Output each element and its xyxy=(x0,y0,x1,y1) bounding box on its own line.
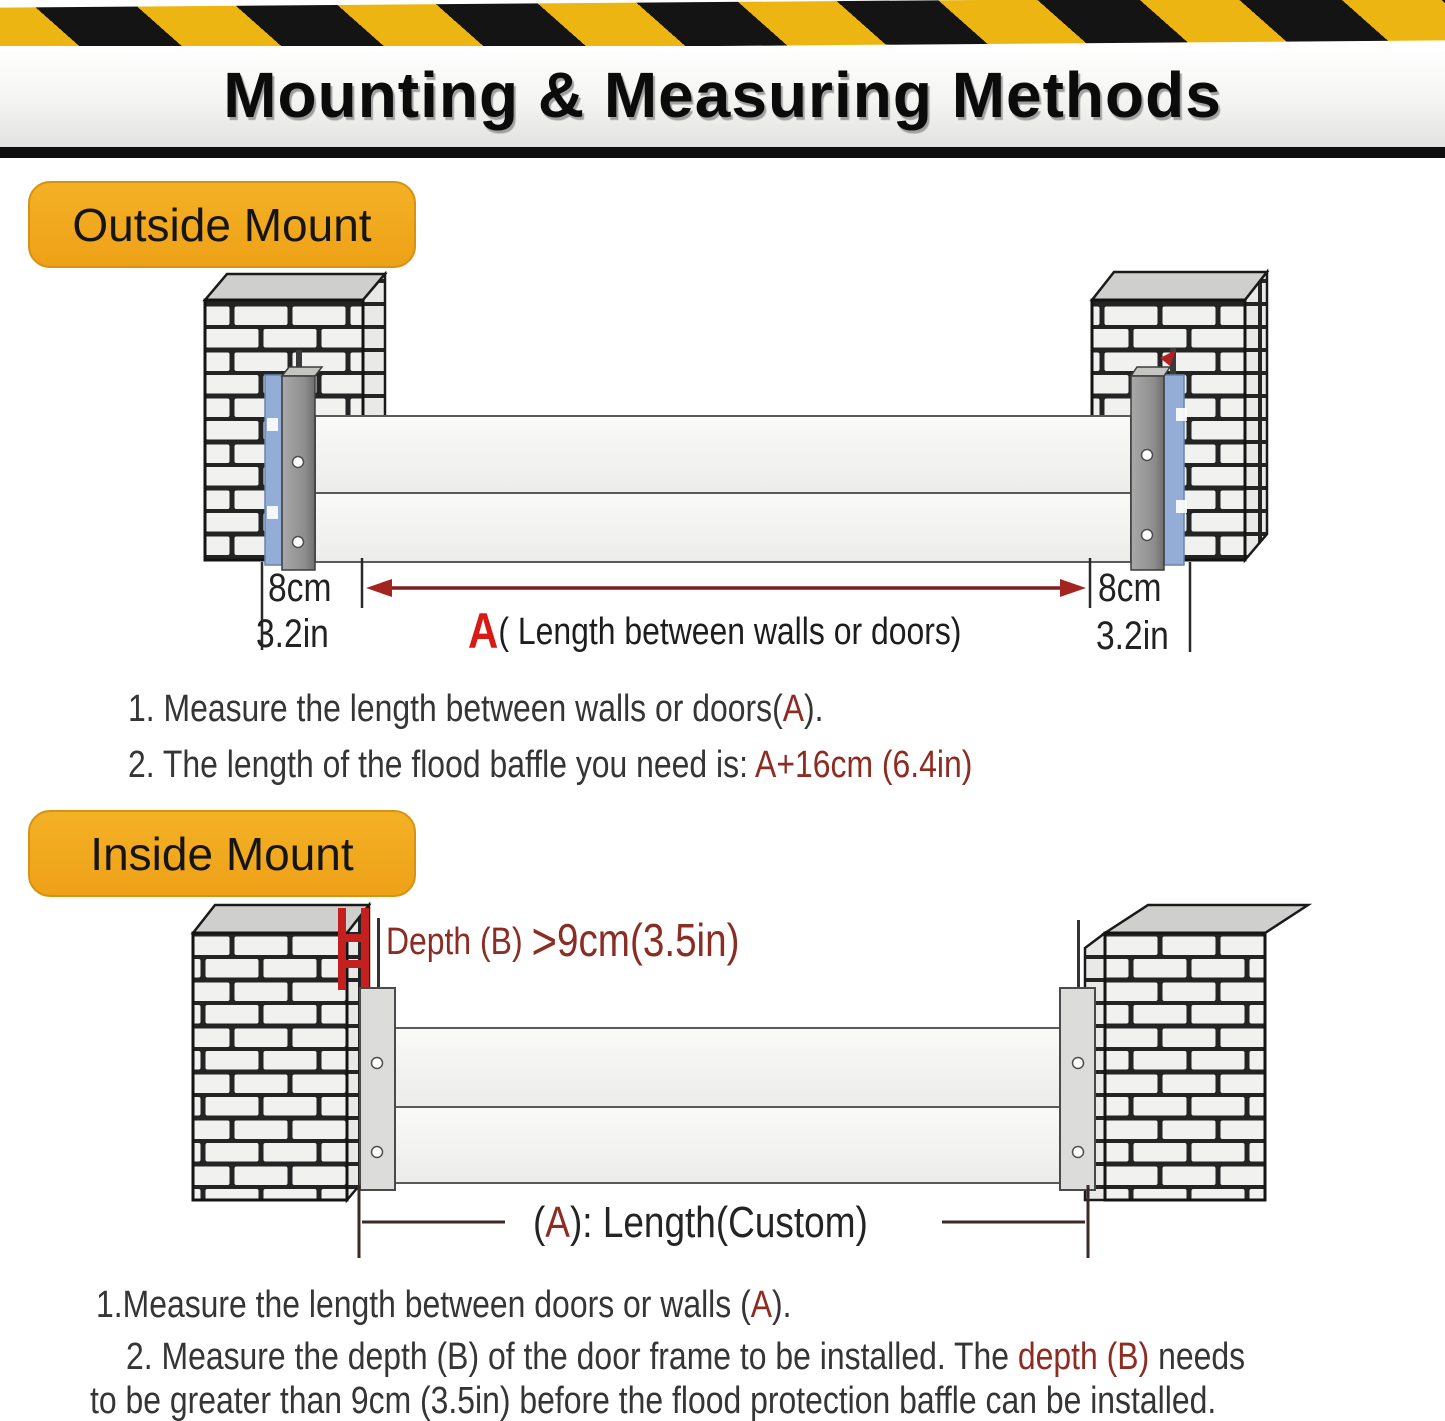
mount-assembly-left xyxy=(265,350,322,570)
screw-hole xyxy=(1142,450,1153,461)
page-title: Mounting & Measuring Methods xyxy=(223,59,1222,131)
screw-hole xyxy=(372,1058,383,1069)
seal-strip-right xyxy=(1164,375,1184,565)
seal-dot xyxy=(1176,500,1187,513)
brick-pillar-right-inside xyxy=(1085,905,1308,1200)
custom-length-label: (A): Length(Custom) xyxy=(533,1198,868,1247)
flood-barrier-panel-bottom xyxy=(315,493,1131,562)
screw-hole xyxy=(1073,1147,1084,1158)
outside-step-2: 2. The length of the flood baffle you need is: A+16cm (6.4in) xyxy=(128,744,973,786)
inside-step-1: 1.Measure the length between doors or walls (A). xyxy=(96,1284,792,1326)
anchor-bolt-left-inside xyxy=(377,918,380,988)
seal-dot xyxy=(267,506,278,519)
outside-step-1: 1. Measure the length between walls or doors(A). xyxy=(128,688,824,730)
inside-mount-badge-label: Inside Mount xyxy=(90,827,354,880)
seal-dot xyxy=(1176,408,1187,421)
length-arrow xyxy=(366,579,1086,597)
screw-hole xyxy=(372,1147,383,1158)
inside-step-2-line-2: to be greater than 9cm (3.5in) before the flood protection baffle can be installed. xyxy=(90,1380,1217,1421)
caution-tape-banner xyxy=(0,0,1445,52)
screw-hole xyxy=(293,457,304,468)
flood-barrier-panel-top xyxy=(395,1028,1060,1107)
flood-barrier xyxy=(315,416,1131,562)
length-between-walls-label: A( Length between walls or doors) xyxy=(468,603,962,659)
inside-step-2-line-1: 2. Measure the depth (B) of the door frame to be installed. The depth (B) needs xyxy=(126,1336,1246,1378)
outside-mount-diagram xyxy=(0,258,1445,660)
screw-hole xyxy=(1073,1058,1084,1069)
dim-left-cm: 8cm xyxy=(268,566,332,610)
dim-right-cm: 8cm xyxy=(1098,566,1162,610)
title-divider-bar xyxy=(0,147,1445,158)
anchor-bolt-right-inside xyxy=(1077,920,1080,988)
seal-dot xyxy=(267,418,278,431)
outside-mount-badge xyxy=(28,181,416,268)
flood-barrier-panel-top xyxy=(315,416,1131,493)
mount-channel-left xyxy=(360,988,395,1190)
outside-mount-badge-label: Outside Mount xyxy=(72,198,372,251)
inside-mount-badge xyxy=(28,810,416,897)
mount-assembly-right xyxy=(1131,348,1187,570)
dim-right-in: 3.2in xyxy=(1096,614,1169,658)
screw-hole xyxy=(293,537,304,548)
flood-barrier-inside xyxy=(395,1028,1060,1183)
depth-requirement-label: Depth (B) >9cm(3.5in) xyxy=(386,913,740,971)
flood-barrier-panel-bottom xyxy=(395,1107,1060,1183)
dim-left-in: 3.2in xyxy=(256,612,329,656)
seal-strip-left xyxy=(265,375,282,565)
screw-hole xyxy=(1142,530,1153,541)
label-a-red: A xyxy=(468,603,499,659)
